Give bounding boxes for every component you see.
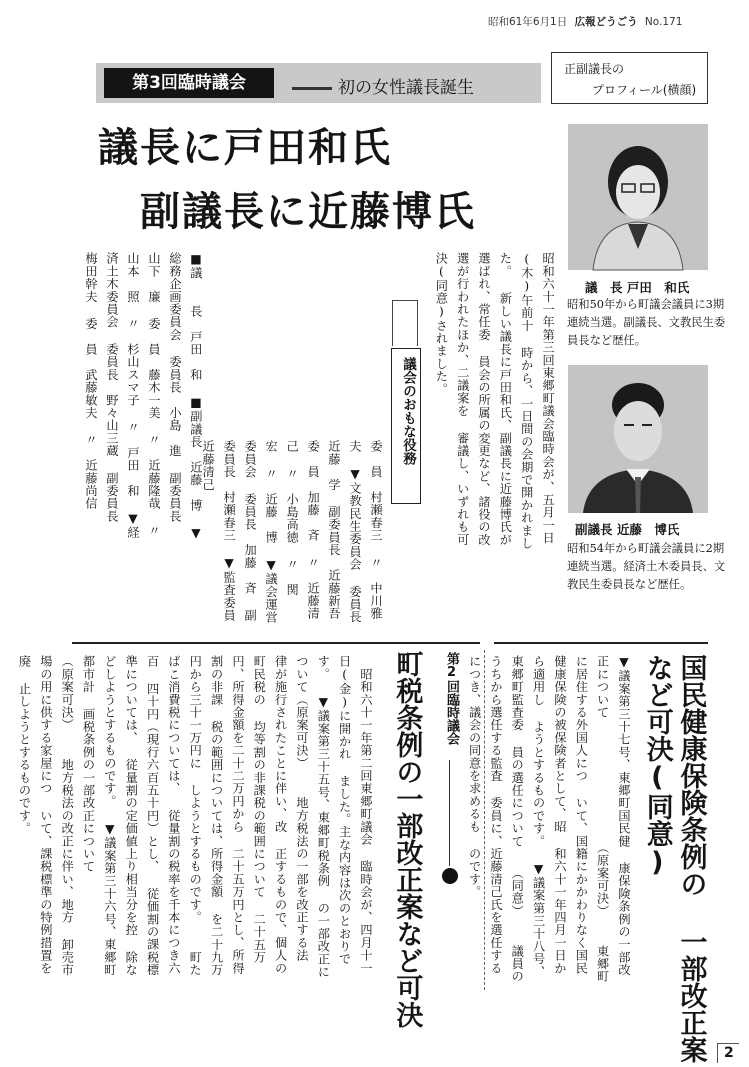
duties-title: 議会のおもな役務 (400, 357, 416, 465)
zei-line: 従価割の課税標準については、 (124, 655, 160, 977)
officer-row: ▼監査委員 (222, 556, 237, 622)
officer-row: 近藤清己 (201, 440, 216, 491)
session-banner (96, 63, 541, 103)
session-subtitle (292, 73, 474, 98)
officer-row: 〃 山本 照 (125, 252, 161, 537)
zei-headline: 町税条例の一部改正案など可決 (391, 650, 423, 1028)
kokuho-line: ようとするものです。 (531, 720, 546, 848)
officer-row: ■議 長 戸田 和 (188, 252, 203, 381)
profile-box (551, 52, 708, 104)
zei-line: す。 (316, 655, 331, 681)
intro-line: 審議し、いずれも可決(同意)されました。 (434, 252, 470, 546)
banner-bar (292, 87, 332, 90)
kokuho-line: いて、国籍にかかわりなく国民 (574, 796, 589, 975)
intro-line: 員会の所属の変更など、諸役の改選が行われたほか、二議案を (455, 252, 492, 546)
headline-vice-chair: 副議長に近藤博氏 (140, 189, 476, 235)
officer-row: 〃 近藤尚信 (83, 433, 98, 510)
zei-line: 二十五万円とし、所得割の非課 (209, 655, 245, 975)
session-subtitle-text: 初の女性議長誕生 (338, 78, 474, 98)
session-title: 第3回臨時議会 (104, 68, 274, 98)
kokuho-line: 康保険条例の一部改正について (595, 655, 631, 977)
intro-line: 時から、一日間の会期で開かれました。 (498, 252, 534, 550)
zei-line: 除などしようとするものです。 (102, 655, 139, 977)
officer-row: 委員長 小島 進 (167, 355, 182, 458)
section-divider-right (494, 642, 708, 644)
vice-chair-caption: 副議長 近藤 博氏 (575, 522, 680, 537)
officer-row: 〃 近藤 博 (264, 467, 279, 544)
officer-row: ▼総務企画委員会 (167, 252, 203, 541)
duties-deco (392, 300, 418, 346)
zei-line: 二十五万円、所得金額を二十二万円から (230, 655, 267, 964)
officer-row: 委 員 村瀬春三 (369, 440, 383, 542)
zei-line: 地方税法の改正に伴い、地方 (60, 745, 75, 924)
profile-box-line2: プロフィール(横顔) (592, 83, 697, 97)
bullet-dot-icon (442, 868, 458, 884)
kokuho-line: 東郷町に居住する外国人につ (574, 655, 610, 983)
zei-line: 臨時会が、四月十一日(金)に開かれ (337, 655, 373, 975)
zei-line: 従量割の定価値上り相当分を控 (124, 758, 139, 937)
zei-line: を二十九万円から三十一万円に (188, 655, 224, 977)
officer-row: ■副議長 近藤 博 (188, 395, 203, 512)
officer-row: 〃 関 宏 (264, 440, 300, 622)
zei-body (17, 655, 376, 1002)
profile-box-line1: 正副議長の (564, 62, 625, 76)
officer-row: 〃 近藤隆哉 (146, 433, 161, 510)
chair-portrait-icon (568, 124, 708, 270)
zei-line: 地方税法の一部を改正する法 (294, 783, 309, 962)
officer-row: 〃 小島高徳 (285, 467, 300, 544)
officer-row: 〃 中川雅夫 (348, 440, 383, 620)
officer-row: ▼議会運営委員会 (243, 440, 279, 624)
zei-line: いて、課税標準の特例措置を廃 (17, 655, 53, 975)
officer-row: 副委員長 村瀬春三 (222, 440, 258, 622)
zei-line: 四十円（現行六百五十円）とし、 (145, 682, 160, 873)
vice-chair-bio: 昭和54年から町議会議員に2期連続当選。経済土木委員長、文教民生委員長など歴任。 (567, 542, 726, 592)
officer-row: 委員長 野々山三蔵 (104, 342, 119, 458)
kokuho-headline-1: 国民健康保険条例の (675, 654, 707, 897)
officer-row: 〃 杉山スマ子 (125, 317, 140, 407)
zei-rule (449, 760, 450, 866)
kokuho-line: のです。 (467, 847, 482, 899)
officer-row: 委 員 加藤 斉 (306, 440, 321, 542)
officer-row: 委員長 近藤 学 (327, 440, 363, 624)
section-divider-left (72, 642, 480, 644)
vice-chair-photo (568, 365, 708, 513)
duties-title-box (391, 348, 421, 504)
officer-row: ▼文教民生委員会 (348, 467, 363, 571)
kokuho-line: 員の選任について （同意） (510, 745, 525, 918)
officer-row: 〃 近藤清己 (285, 440, 321, 620)
kokuho-headline (640, 654, 708, 1067)
zei-line: 従量割の税率を千本につき六百 (145, 655, 181, 975)
page-header (488, 14, 682, 29)
chair-caption: 議 長 戸田 和氏 (585, 280, 690, 295)
zei-line: 税の範囲については、所得金額 (209, 720, 224, 899)
zei-line: 昭和六十一年第二回東郷町議会 (359, 655, 373, 846)
intro-line: 昭和六十一年第三回東郷町議会臨時会が、五月一日(木)午前十 (519, 252, 556, 545)
zei-line: 画税条例の一部改正について (81, 707, 96, 873)
kokuho-body (467, 655, 634, 985)
zei-line: 均等割の非課税の範囲について (252, 720, 267, 899)
kokuho-line: 和六十一年四月一日から適用し (531, 655, 567, 975)
kokuho-line: 健康保険の被保険者として、昭 (552, 655, 567, 833)
zei-line: ▼議案第三十六号、東郷町都市計 (81, 655, 117, 977)
zei-line: ▼議案第三十五号、東郷町税条例 (316, 694, 331, 888)
vice-chair-portrait-icon (568, 365, 708, 513)
zei-session: 第2回臨時議会 (444, 652, 459, 745)
zei-line: 町たばこ消費税については、 (166, 655, 203, 977)
headline-chair: 議長に戸田和氏 (98, 125, 392, 171)
kokuho-line: ▼議案第三十八号、東郷町監査委 (510, 655, 546, 978)
column-divider (484, 650, 485, 990)
officer-row: 副委員長 山下 廉 (146, 252, 182, 523)
issue-number: No.171 (644, 16, 683, 28)
publication-logo: 広報どうごう (574, 16, 638, 28)
zei-line: 卸売市場の用に供する家屋につ (38, 655, 75, 977)
officers-list-lower (96, 440, 386, 630)
chair-bio: 昭和50年から町議会議員に3期連続当選。副議長、文教民生委員長など歴任。 (567, 298, 726, 348)
officer-row: 委員長 加藤 斉 (243, 492, 258, 595)
kokuho-line: につき、議会の同意を求めるも (467, 655, 482, 833)
officer-row: 〃 戸田 和 (125, 420, 140, 497)
zei-line: （原案可決） (60, 655, 96, 1002)
kokuho-line: 議員のうちから選任する監査 (488, 655, 525, 983)
zei-line: 正するもので、個人の町民税の (252, 655, 288, 975)
kokuho-line: 委員に、近藤清己氏を選任する (488, 796, 503, 975)
officer-row: 委 員 藤木一美 (146, 317, 161, 419)
kokuho-headline-2: 一部改正案など可決(同意) (641, 654, 707, 1063)
officer-row: 副委員長 近藤新吾 (327, 505, 342, 620)
page-number: 2 (724, 1045, 734, 1061)
intro-line: 新しい議長に戸田和氏、副議長に近藤博氏が選ばれ、常任委 (477, 252, 513, 546)
zei-line: の一部改正について（原案可決） (294, 655, 331, 978)
header-date: 昭和61年6月1日 (488, 16, 568, 28)
kokuho-line: ▼議案第三十七号、東郷町国民健 (617, 655, 631, 848)
intro-text (430, 252, 558, 552)
officer-row: ▼経済土木委員会 (104, 252, 140, 539)
chair-photo (568, 124, 708, 270)
zei-line: ました。主な内容は次のとおりで (337, 774, 352, 966)
zei-line: しようとするものです。 (188, 783, 203, 924)
officer-row: 委 員 武藤敏夫 (83, 317, 98, 419)
officer-row: 副委員長 梅田幹夫 (83, 252, 119, 523)
zei-line: 律が施行されたことに伴い、改 (273, 655, 288, 833)
zei-line: 止しようとするものです。 (17, 682, 32, 835)
kokuho-line: （原案可決） (595, 733, 610, 918)
